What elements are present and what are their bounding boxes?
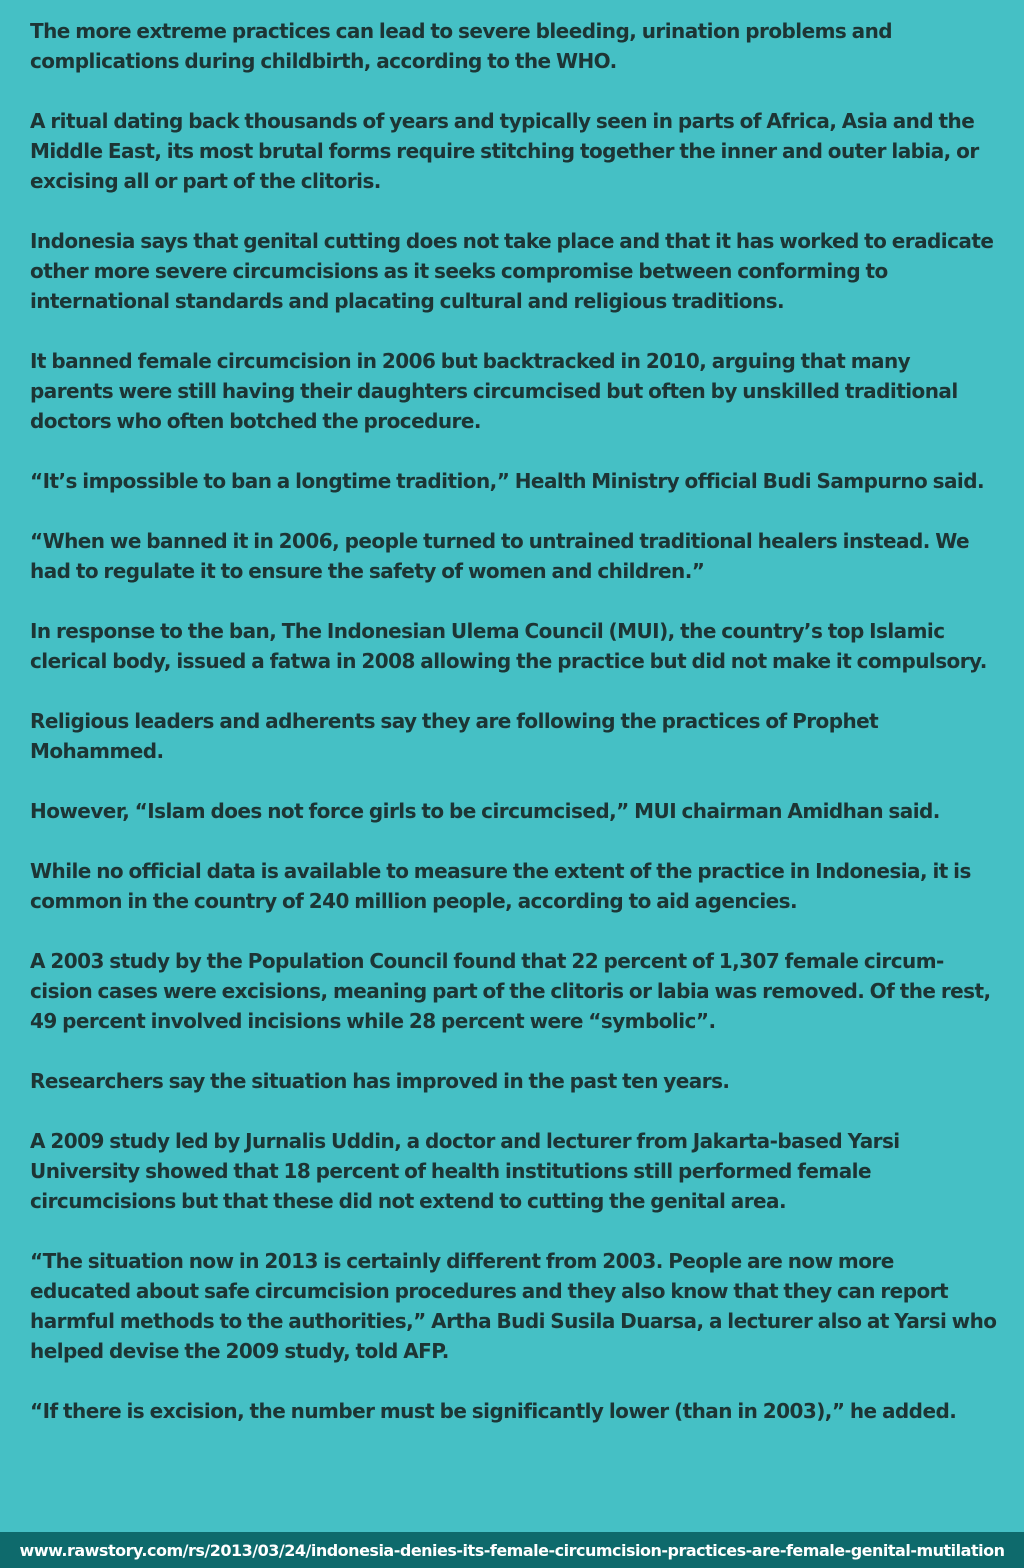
article-paragraph: The more extreme practices can lead to severe bleeding, urination problems and complications during childbirth, according to the WHO. [30,19,893,73]
article-body [30,16,998,1456]
article-paragraph: A 2003 study by the Population Council found that 22 percent of 1,307 female circumcision cases were excisions, meaning part of the clitoris or labia was removed. Of the rest, 49 percent involved incisions while 28 percent were “symbolic”. [30,949,991,1033]
article-paragraph: It banned female circumcision in 2006 but backtracked in 2010, arguing that many parents were still having their daughters circumcised but often by unskilled traditional doctors who often botched the procedure. [30,349,958,433]
article-paragraph: While no official data is available to measure the extent of the practice in Indonesia, it is common in the country of 240 million people, according to aid agencies. [30,859,971,913]
article-paragraph: In response to the ban, The Indonesian Ulema Council (MUI), the country’s top Islamic clerical body, issued a fatwa in 2008 allowing the practice but did not make it compulsory. [30,619,987,673]
article-paragraph: “If there is excision, the number must be significantly lower (than in 2003),” he added. [30,1399,957,1423]
article-paragraph: A 2009 study led by Jurnalis Uddin, a doctor and lecturer from Jakarta-based Yarsi University showed that 18 percent of health institutions still performed female circumcisions but that these did not extend to cutting the genital area. [30,1129,900,1213]
article-paragraph: A ritual dating back thousands of years and typically seen in parts of Africa, Asia and the Middle East, its most brutal forms require stitching together the inner and outer labia, or excising all or part of the clitoris. [30,109,979,193]
article-paragraph: “The situation now in 2013 is certainly different from 2003. People are now more educated about safe circumcision procedures and they also know that they can report harmful methods to the authorities,” Artha Budi Susila Duarsa, a lecturer also at Yarsi who helped devise the 2009 study, told AFP. [30,1249,997,1363]
article-paragraph: “When we banned it in 2006, people turned to untrained traditional healers instead. We had to regulate it to ensure the safety of women and children.” [30,529,970,583]
source-footer-bar [0,1532,1024,1568]
article-paragraph: Religious leaders and adherents say they are following the practices of Prophet Mohammed. [30,709,879,763]
article-paragraph: “It’s impossible to ban a longtime tradition,” Health Ministry official Budi Sampurno said. [30,469,985,493]
article-paragraph: Indonesia says that genital cutting does not take place and that it has worked to eradicate other more severe circumcisions as it seeks compromise between conforming to international standards and placating cultural and religious traditions. [30,229,994,313]
article-paragraph: Researchers say the situation has improved in the past ten years. [30,1069,730,1093]
article-paragraph: However, “Islam does not force girls to be circumcised,” MUI chairman Amidhan said. [30,799,940,823]
source-url: www.rawstory.com/rs/2013/03/24/indonesia-denies-its-female-circumcision-practices-are-female-genital-mutilation [19,1540,1005,1560]
